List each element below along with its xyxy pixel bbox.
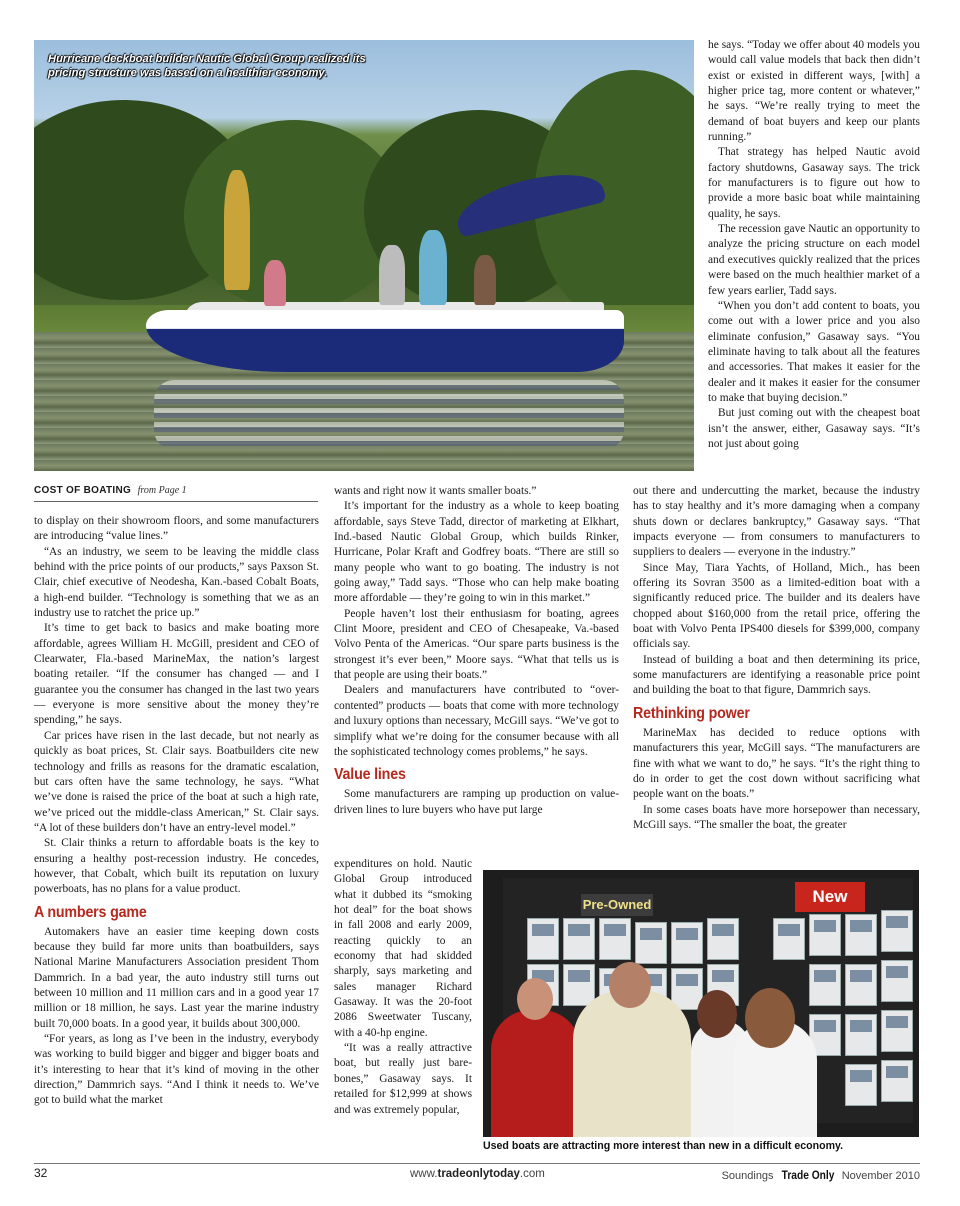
paragraph: “For years, as long as I’ve been in the industry, everybody was working to build bigger and bigger and bigger boats and it’s interesting to hear that it’s kind of moving in the other direction,” Dammrich says. “And I think it needs to. We’ve got to build what the market	[34, 1033, 319, 1107]
paragraph: he says. “Today we offer about 40 models you would call value models that back then didn’t exist or existed in different ways, [with] a higher price tag, more content or whatever,” he says. “We’re really trying to meet the demand of boat buyers and keep our plants running.”	[708, 39, 920, 144]
paragraph: Car prices have risen in the last decade, but not nearly as quickly as boat prices, St. Clair says. Boatbuilders cite new technology and frills as reasons for the dramatic escalation, but cars often have the same technology, he says. “What we’ve done is raised the price of the boat at such a high rate, we’ve priced out the middle-class American,” St. Clair says. “A lot of these builders don’t have an entry-level model.”	[34, 729, 319, 834]
new-sign: New	[795, 882, 865, 912]
paragraph: People haven’t lost their enthusiasm for boating, agrees Clint Moore, president and CEO of Chesapeake, Va.-based Volvo Penta of the Americas. “Our spare parts business is the strongest it’s ever been,” Moore says. “What that tells us is that people are using their boats.”	[334, 607, 619, 682]
paragraph: Some manufacturers are ramping up production on value-driven lines to lure buyers who have put large	[334, 788, 619, 816]
hero-photo	[34, 40, 694, 471]
paragraph: Dealers and manufacturers have contributed to “over-contented” products — boats that come with more technology and luxury options than necessary, McGill says. “We’ve got to simplify what we’re doing for the consumer because with all the sophisticated technology comes problems,” he says.	[334, 684, 619, 758]
paragraph: “As an industry, we seem to be leaving the middle class behind with the price points of our products,” says Paxson St. Clair, chief executive of Neodesha, Kan.-based Cobalt Boats, a high-end builder. “Technology is something that we as an industry use to ratchet the price up.”	[34, 545, 319, 620]
subhead-numbers-game: A numbers game	[34, 903, 147, 921]
paragraph: St. Clair thinks a return to affordable boats is the key to ensuring a healthy post-recession industry. He concedes, however, that Cobalt, which built its reputation on luxury powerboats, has no plans for a value product.	[34, 837, 319, 896]
paragraph: But just coming out with the cheapest boat isn’t the answer, either, Gasaway says. “It’s not just about going	[708, 407, 920, 450]
pub-date: November 2010	[841, 1170, 920, 1182]
kicker-from: from Page 1	[137, 485, 187, 496]
article-column-2-narrow	[334, 857, 472, 1157]
paragraph: out there and undercutting the market, because the industry has to stay healthy and it’s more damaging when a company shuts down or declares bankruptcy,” Gasaway says. “That impacts everyone — from consumers to manufacturers to suppliers to dealers — everyone in the industry.”	[633, 485, 920, 559]
paragraph: MarineMax has decided to reduce options with manufacturers this year, McGill says. “The manufacturers are fine with what we want to do,” he says. “It’s the right thing to do in order to get the cost down without sacrificing what people want on the boats.”	[633, 726, 920, 801]
paragraph: “It was a really attractive boat, but really just bare-bones,” Gasaway says. It retailed for $12,999 at shows and was extremely popular,	[334, 1042, 472, 1116]
paragraph: The recession gave Nautic an opportunity to analyze the pricing structure on each model and executives quickly realized that the prices were based on the much healthier market of a few years earlier, Tadd says.	[708, 223, 920, 297]
subhead-rethinking-power: Rethinking power	[633, 704, 750, 722]
url-suffix: .com	[519, 1168, 545, 1180]
kicker-label: COST OF BOATING	[34, 485, 132, 496]
footer-url[interactable]	[410, 1168, 545, 1180]
paragraph: It’s important for the industry as a whole to keep boating affordable, says Steve Tadd, director of marketing at Elkhart, Ind.-based Nautic Global Group, which builds Rinker, Hurricane, Polar Kraft and Godfrey boats. “There are still so many people who want to go boating. The industry is not going away,” Tadd says. “Those who can help make boating more affordable — they’re going to win in this market.”	[334, 500, 619, 605]
paragraph: That strategy has helped Nautic avoid factory shutdowns, Gasaway says. The trick for manufacturers is to figure out how to provide a more basic boat while maintaining quality, he says.	[708, 146, 920, 220]
footer-publication	[722, 1168, 920, 1182]
article-column-2	[334, 484, 619, 859]
paragraph: It’s time to get back to basics and make boating more affordable, agrees William H. McGill, president and CEO of Clearwater, Fla.-based MarineMax, the nation’s largest boating retailer. “If the consumer has changed — and I guarantee you the consumer has changed in the last two years — everyone is more sensitive about the money they’re spending,” he says.	[34, 622, 319, 727]
hero-photo-caption: Hurricane deckboat builder Nautic Global Group realized its pricing structure was based on a healthier economy.	[48, 53, 366, 79]
footer-rule	[34, 1163, 920, 1164]
article-column-3-top	[708, 38, 920, 484]
paragraph: “When you don’t add content to boats, you come out with a lower price and you also eliminate confusion,” Gasaway says. “You eliminate having to talk about all the features and accessories. That makes it easier for the dealer and it makes it easier for the consumer to make that buying decision.”	[708, 299, 920, 404]
page-number: 32	[34, 1166, 48, 1180]
pub-prefix: Soundings	[721, 1170, 774, 1182]
paragraph: Automakers have an easier time keeping down costs because they build far more units than boatbuilders, says National Marine Manufacturers Association president Thom Dammrich. In a bad year, the auto industry still turns out between 10 million and 11 million cars and in a good year 17 million or 18 million, he says. Last year the marine industry built 70,000 boats. In a good year, it builds about 300,000.	[34, 925, 319, 1030]
pub-brand: Trade Only	[781, 1168, 835, 1182]
paragraph: Instead of building a boat and then determining its price, some manufacturers are identifying a reasonable price point and building the boat to that figure, Dammrich says.	[633, 653, 920, 697]
paragraph: wants and right now it wants smaller boats.”	[334, 485, 537, 497]
subhead-value-lines: Value lines	[334, 766, 406, 784]
article-column-1	[34, 514, 319, 1159]
paragraph: to display on their showroom floors, and some manufacturers are introducing “value lines.”	[34, 515, 319, 543]
boat-show-photo-caption: Used boats are attracting more interest than new in a difficult economy.	[483, 1140, 844, 1152]
pre-owned-sign: Pre-Owned	[581, 894, 653, 916]
url-prefix: www.	[410, 1168, 438, 1180]
boat-show-photo	[483, 870, 919, 1137]
article-column-3	[633, 484, 920, 860]
url-brand: tradeonlytoday	[437, 1168, 520, 1180]
paragraph: In some cases boats have more horsepower than necessary, McGill says. “The smaller the boat, the greater	[633, 803, 920, 831]
paragraph: expenditures on hold. Nautic Global Group introduced what it dubbed its “smoking hot deal” for the boat shows in fall 2008 and early 2009, reacting quickly to an economy that had skidded sharply, says marketing and sales manager Richard Gasaway. It was the 20-foot 2086 Sweetwater Tuscany, with a 40-hp engine.	[334, 858, 472, 1039]
paragraph: Since May, Tiara Yachts, of Holland, Mich., has been offering its Sovran 3500 as a limited-edition boat with a significantly reduced price. The builder and its dealers have chopped about $160,000 from the retail price, offering the boat with Volvo Penta IPS400 diesels for $399,000, company officials say.	[633, 561, 920, 651]
continuation-kicker	[34, 484, 318, 502]
